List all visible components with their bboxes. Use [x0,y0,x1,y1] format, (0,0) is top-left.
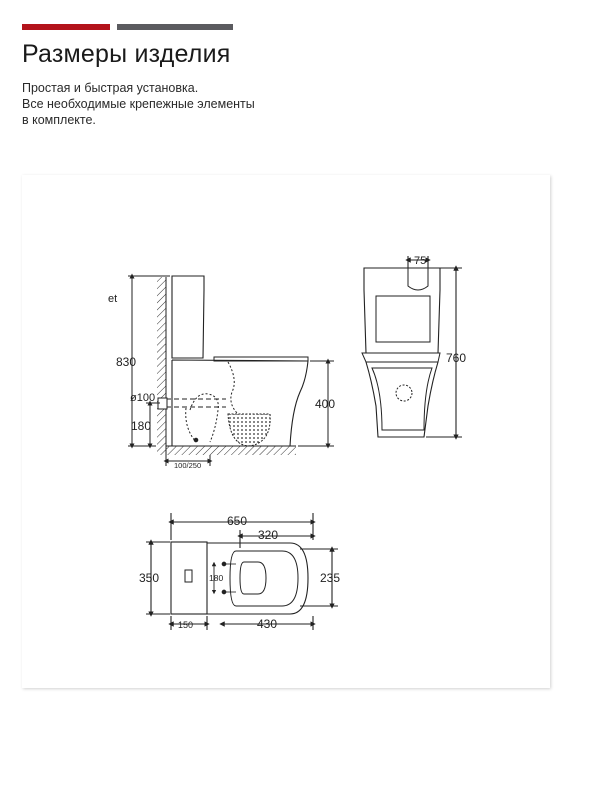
top-view [146,513,341,630]
dim-bowl-width: 235 [320,571,341,585]
dim-mount-spacing: 180 [209,573,224,583]
side-view [128,276,334,466]
dim-tank-width: 350 [139,571,160,585]
page-title: Размеры изделия [22,40,231,68]
intro-line: Простая и быстрая установка. [22,81,199,95]
dim-tank-depth: 150 [178,620,194,630]
intro-line: в комплекте. [22,113,96,127]
partial-label: et [108,293,118,305]
front-tank-outline [364,268,440,353]
top-tank-outline [171,542,207,614]
dim-height-total: 830 [116,355,137,369]
dim-button-width: 75 [414,255,427,267]
dim-length-total: 650 [227,514,248,528]
dim-bowl-height: 400 [315,397,336,411]
dim-outlet-height: 180 [131,419,152,433]
floor-hatch [166,446,296,455]
intro-line: Все необходимые крепежные элементы [22,97,255,111]
dim-bowl-depth: 430 [257,617,278,631]
front-bowl-outline [366,362,438,437]
tank-outline [172,276,204,358]
wall-hatch [157,277,166,455]
dim-front-height: 760 [446,351,467,365]
front-view [362,256,462,437]
dim-bowl-length: 320 [258,528,279,542]
dim-outlet-diameter: ø100 [130,392,156,404]
dim-wall-offset: 100/250 [174,461,202,470]
